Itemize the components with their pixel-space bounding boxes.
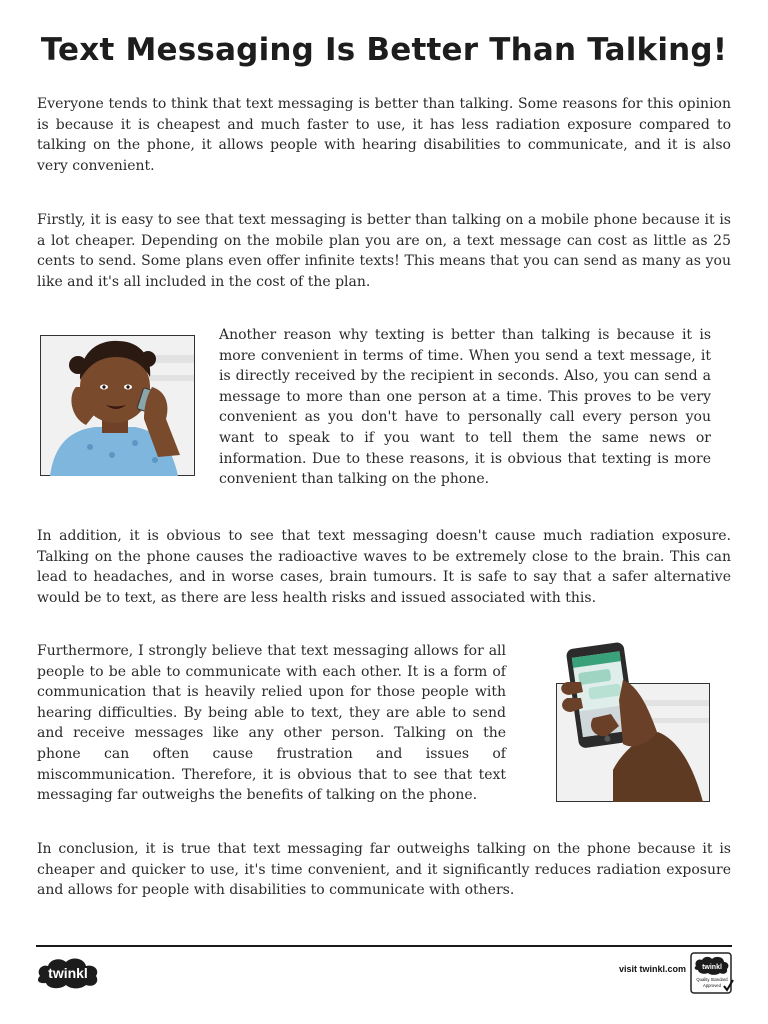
in-addition-paragraph: In addition, it is obvious to see that text messaging doesn't cause much radiation exposure. Talking on the phone causes the radioactive waves to be extremely close to the brain. This can lead to headaches, and in worse cases, brain tumours. It is safe to say that a safer alternative would be to text, as there are less health risks and issued associated with this.	[37, 528, 731, 606]
visit-link[interactable]: visit twinkl.com	[618, 964, 686, 974]
another-reason-paragraph: Another reason why texting is better than talking is because it is more convenient in terms of time. When you send a text message, it is directly received by the recipient in seconds. Also, you can send a message to more than one person at a time. This proves to be very convenient as you don't have to personally call every person you want to speak to if you want to tell them the same news or information. Due to these reasons, it is obvious that texting is more convenient than talking on the phone.	[219, 327, 711, 488]
conclusion-paragraph: In conclusion, it is true that text messaging far outweighs talking on the phone because it is cheaper and quicker to use, it's time convenient, and it significantly reduces radiation exposure and allows for people with disabilities to communicate with others.	[37, 841, 731, 899]
page-title: Text Messaging Is Better Than Talking!	[40, 32, 728, 68]
furthermore-paragraph: Furthermore, I strongly believe that text messaging allows for all people to be able to communicate with each other. It is a form of communication that is heavily relied upon for those people with hearing difficulties. By being able to text, they are able to send and receive messages like any other person. Talking on the phone can often cause frustration and issues of miscommunication. Therefore, it is obvious that to see that text messaging far outweighs the benefits of talking on the phone.	[37, 643, 506, 804]
badge-line-1: Quality Standard	[696, 977, 728, 982]
intro-paragraph: Everyone tends to think that text messaging is better than talking. Some reasons for this opinion is because it is cheapest and much faster to use, it has less radiation exposure compared to talking on the phone, it allows people with hearing disabilities to communicate, and it is also very convenient.	[37, 96, 731, 174]
hand-holding-smartphone-illustration	[553, 640, 711, 803]
badge-line-2: Approved	[703, 983, 721, 988]
firstly-paragraph: Firstly, it is easy to see that text messaging is better than talking on a mobile phone because it is a lot cheaper. Depending on the mobile plan you are on, a text message can cost as little as 25 cents to send. Some plans even offer infinite texts! This means that you can send as many as you like and it's all included in the cost of the plan.	[37, 212, 731, 290]
twinkl-logo[interactable]	[34, 954, 102, 990]
badge-logo-text: twinkl	[702, 964, 722, 971]
logo-text: twinkl	[48, 965, 88, 981]
girl-on-phone-illustration	[40, 335, 195, 476]
footer-divider	[36, 945, 732, 947]
quality-standard-badge	[690, 952, 734, 994]
